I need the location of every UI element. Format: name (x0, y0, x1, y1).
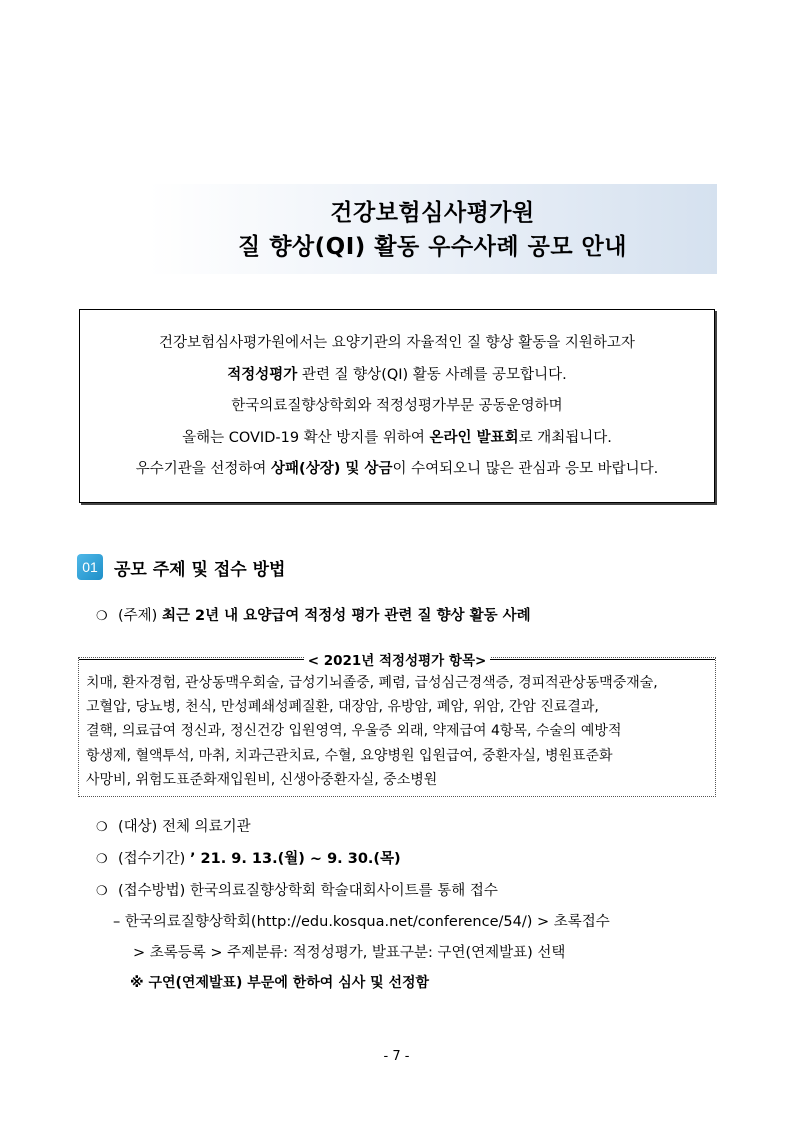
evaluation-items-line: 항생제, 혈액투석, 마취, 치과근관치료, 수혈, 요양병원 입원급여, 중환자실, 병원표준화 (86, 747, 613, 764)
period-row (96, 847, 401, 868)
target-label: (대상) (118, 819, 162, 835)
intro-line-4-bold: 온라인 발표회 (429, 429, 519, 446)
target-value: 전체 의료기관 (161, 819, 251, 835)
intro-line-5-post: 이 수여되오니 많은 관심과 응모 바랍니다. (392, 461, 659, 477)
method-value: 한국의료질향상학회 학술대회사이트를 통해 접수 (189, 883, 498, 899)
intro-line-5 (80, 454, 714, 486)
intro-line-1: 건강보험심사평가원에서는 요양기관의 자율적인 질 향상 활동을 지원하고자 (159, 335, 635, 351)
intro-line-2-rest: 관련 질 향상(QI) 활동 사례를 공모합니다. (297, 366, 567, 383)
title-line-1: 건강보험심사평가원 (330, 200, 535, 226)
intro-line-5-pre: 우수기관을 선정하여 (135, 461, 272, 477)
topic-row (96, 604, 531, 625)
header-rule-right (490, 659, 715, 660)
evaluation-items-line: 고혈압, 당뇨병, 천식, 만성폐쇄성폐질환, 대장암, 유방암, 폐암, 위암, 간암 진료결과, (86, 699, 599, 716)
selection-note: ※ 구연(연제발표) 부문에 한하여 심사 및 선정함 (130, 975, 430, 991)
bullet-circle-icon: ❍ (96, 884, 108, 899)
section-heading (77, 554, 285, 580)
period-value: ’ 21. 9. 13.(월) ~ 9. 30.(목) (189, 851, 401, 867)
intro-line-4-pre: 올해는 COVID-19 확산 방지를 위하여 (182, 429, 430, 446)
evaluation-items-box (78, 653, 716, 797)
period-label: (접수기간) (118, 851, 190, 867)
section-number-badge: 01 (77, 554, 103, 580)
evaluation-items-list (79, 658, 715, 792)
method-sub-line-2: > 초록등록 > 주제분류: 적정성평가, 발표구분: 구연(연제발표) 선택 (133, 945, 566, 961)
intro-line-2 (80, 360, 714, 392)
intro-line-3: 한국의료질향상학회와 적정성평가부문 공동운영하며 (231, 398, 563, 414)
intro-line-4 (80, 423, 714, 455)
evaluation-items-header (79, 649, 715, 669)
section-title: 공모 주제 및 접수 방법 (114, 559, 286, 580)
page-number: - 7 - (383, 1049, 410, 1064)
topic-value: 최근 2년 내 요양급여 적정성 평가 관련 질 향상 활동 사례 (161, 608, 531, 624)
title-line-2: 질 향상(QI) 활동 우수사례 공모 안내 (237, 234, 627, 260)
bullet-circle-icon: ❍ (96, 609, 108, 624)
intro-line-5-bold: 상패(상장) 및 상금 (271, 461, 393, 477)
method-label: (접수방법) (118, 883, 190, 899)
intro-line-4-post: 로 개최됩니다. (518, 429, 612, 446)
bullet-circle-icon: ❍ (96, 852, 108, 867)
evaluation-items-line: 사망비, 위험도표준화재입원비, 신생아중환자실, 중소병원 (86, 771, 438, 788)
evaluation-items-line: 결핵, 의료급여 정신과, 정신건강 입원영역, 우울증 외래, 약제급여 4항목, 수술의 예방적 (86, 723, 622, 740)
intro-line-2-bold: 적정성평가 (227, 366, 298, 383)
method-row (96, 879, 498, 900)
evaluation-items-line: 치매, 환자경험, 관상동맥우회술, 급성기뇌졸중, 폐렴, 급성심근경색증, 경피적관상동맥중재술, (86, 675, 658, 691)
method-sub-line-1: – 한국의료질향상학회(http://edu.kosqua.net/conference/54/) > 초록접수 (113, 914, 610, 930)
header-rule-left (79, 659, 304, 660)
target-row (96, 815, 251, 836)
topic-label: (주제) (118, 608, 162, 624)
evaluation-items-title: < 2021년 적정성평가 항목> (304, 649, 491, 669)
intro-box (79, 309, 715, 503)
bullet-circle-icon: ❍ (96, 820, 108, 835)
title-banner (148, 184, 717, 274)
